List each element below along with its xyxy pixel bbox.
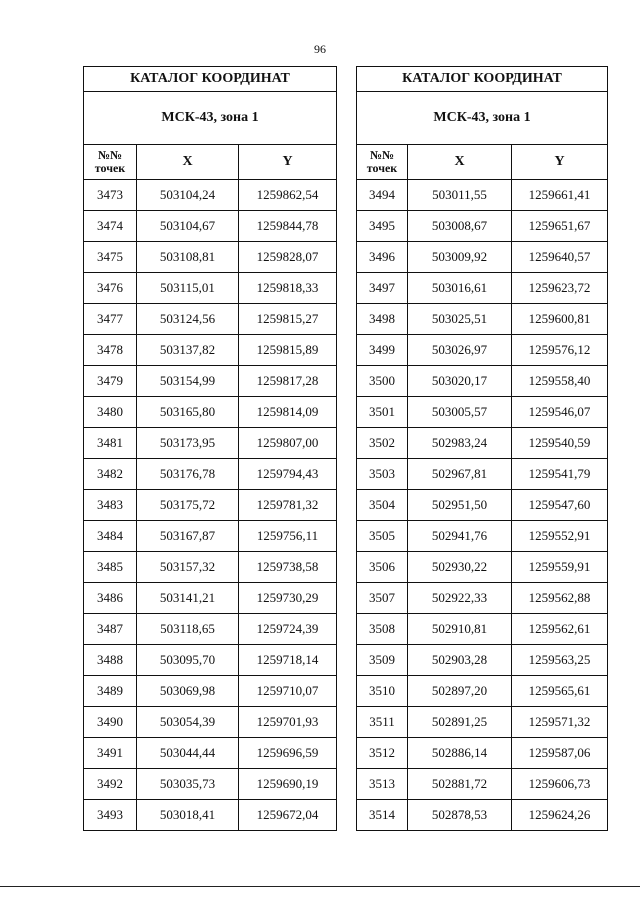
y-coordinate-cell: 1259718,14: [239, 645, 337, 676]
table-row: [357, 583, 608, 614]
x-coordinate-cell: 503118,65: [137, 614, 239, 645]
point-number-cell: 3499: [357, 335, 408, 366]
x-coordinate-cell: 503005,57: [408, 397, 512, 428]
y-coordinate-cell: 1259815,89: [239, 335, 337, 366]
catalog-title: КАТАЛОГ КООРДИНАТ: [357, 67, 608, 92]
y-coordinate-cell: 1259690,19: [239, 769, 337, 800]
table-row: [84, 273, 337, 304]
y-coordinate-cell: 1259828,07: [239, 242, 337, 273]
table-row: [357, 459, 608, 490]
x-coordinate-cell: 503009,92: [408, 242, 512, 273]
table-row: [357, 676, 608, 707]
table-row: [84, 614, 337, 645]
page-number: 96: [314, 42, 326, 56]
x-coordinate-cell: 503018,41: [137, 800, 239, 831]
x-coordinate-cell: 502891,25: [408, 707, 512, 738]
table-row: [84, 583, 337, 614]
x-coordinate-cell: 503115,01: [137, 273, 239, 304]
table-row: [84, 397, 337, 428]
x-coordinate-cell: 503124,56: [137, 304, 239, 335]
point-number-cell: 3478: [84, 335, 137, 366]
point-number-cell: 3487: [84, 614, 137, 645]
x-coordinate-cell: 503137,82: [137, 335, 239, 366]
table-body: [357, 180, 608, 831]
point-number-cell: 3512: [357, 738, 408, 769]
x-coordinate-cell: 503025,51: [408, 304, 512, 335]
y-coordinate-cell: 1259661,41: [512, 180, 608, 211]
table-row: [84, 676, 337, 707]
y-coordinate-cell: 1259606,73: [512, 769, 608, 800]
point-number-cell: 3501: [357, 397, 408, 428]
table-row: [84, 304, 337, 335]
point-number-cell: 3494: [357, 180, 408, 211]
point-number-cell: 3473: [84, 180, 137, 211]
x-coordinate-cell: 503154,99: [137, 366, 239, 397]
point-number-header-line2: точек: [366, 161, 398, 175]
table-body: [84, 180, 337, 831]
bottom-divider: [0, 886, 640, 887]
table-row: [84, 180, 337, 211]
table-row: [357, 304, 608, 335]
point-number-cell: 3500: [357, 366, 408, 397]
y-coordinate-cell: 1259547,60: [512, 490, 608, 521]
table-row: [357, 738, 608, 769]
x-coordinate-cell: 502941,76: [408, 521, 512, 552]
table-row: [357, 800, 608, 831]
point-number-cell: 3489: [84, 676, 137, 707]
point-number-cell: 3509: [357, 645, 408, 676]
x-coordinate-cell: 502951,50: [408, 490, 512, 521]
y-column-header: Y: [239, 145, 337, 180]
y-coordinate-cell: 1259640,57: [512, 242, 608, 273]
x-coordinate-cell: 502886,14: [408, 738, 512, 769]
point-number-cell: 3514: [357, 800, 408, 831]
coordinate-catalog-table-right: [356, 66, 608, 831]
point-number-cell: 3505: [357, 521, 408, 552]
y-coordinate-cell: 1259738,58: [239, 552, 337, 583]
point-number-cell: 3503: [357, 459, 408, 490]
table-row: [357, 769, 608, 800]
y-coordinate-cell: 1259562,88: [512, 583, 608, 614]
point-number-cell: 3474: [84, 211, 137, 242]
x-coordinate-cell: 503008,67: [408, 211, 512, 242]
x-coordinate-cell: 503054,39: [137, 707, 239, 738]
coordinate-catalog-table-left: [83, 66, 337, 831]
x-coordinate-cell: 502930,22: [408, 552, 512, 583]
table-row: [84, 521, 337, 552]
table-row: [357, 211, 608, 242]
x-coordinate-cell: 503104,24: [137, 180, 239, 211]
x-coordinate-cell: 502903,28: [408, 645, 512, 676]
y-coordinate-cell: 1259724,39: [239, 614, 337, 645]
table-row: [357, 180, 608, 211]
y-coordinate-cell: 1259815,27: [239, 304, 337, 335]
point-number-cell: 3497: [357, 273, 408, 304]
y-coordinate-cell: 1259562,61: [512, 614, 608, 645]
table-row: [357, 645, 608, 676]
point-number-cell: 3479: [84, 366, 137, 397]
point-number-cell: 3482: [84, 459, 137, 490]
point-number-cell: 3495: [357, 211, 408, 242]
y-coordinate-cell: 1259563,25: [512, 645, 608, 676]
x-coordinate-cell: 503044,44: [137, 738, 239, 769]
table-row: [357, 707, 608, 738]
y-coordinate-cell: 1259540,59: [512, 428, 608, 459]
table-row: [357, 335, 608, 366]
point-number-cell: 3475: [84, 242, 137, 273]
x-coordinate-cell: 503035,73: [137, 769, 239, 800]
y-coordinate-cell: 1259844,78: [239, 211, 337, 242]
table-row: [357, 614, 608, 645]
y-coordinate-cell: 1259730,29: [239, 583, 337, 614]
x-coordinate-cell: 503165,80: [137, 397, 239, 428]
x-coordinate-cell: 503095,70: [137, 645, 239, 676]
point-number-cell: 3486: [84, 583, 137, 614]
y-coordinate-cell: 1259571,32: [512, 707, 608, 738]
point-number-cell: 3504: [357, 490, 408, 521]
y-coordinate-cell: 1259710,07: [239, 676, 337, 707]
x-coordinate-cell: 502897,20: [408, 676, 512, 707]
x-coordinate-cell: 503069,98: [137, 676, 239, 707]
table-row: [84, 738, 337, 769]
point-number-cell: 3492: [84, 769, 137, 800]
table-row: [84, 490, 337, 521]
table-row: [357, 490, 608, 521]
x-coordinate-cell: 503176,78: [137, 459, 239, 490]
x-coordinate-cell: 502983,24: [408, 428, 512, 459]
table-row: [357, 366, 608, 397]
x-coordinate-cell: 503157,32: [137, 552, 239, 583]
point-number-cell: 3496: [357, 242, 408, 273]
y-coordinate-cell: 1259794,43: [239, 459, 337, 490]
table-row: [357, 242, 608, 273]
point-number-cell: 3484: [84, 521, 137, 552]
point-number-cell: 3513: [357, 769, 408, 800]
y-coordinate-cell: 1259558,40: [512, 366, 608, 397]
point-number-cell: 3485: [84, 552, 137, 583]
x-coordinate-cell: 502967,81: [408, 459, 512, 490]
y-coordinate-cell: 1259818,33: [239, 273, 337, 304]
y-coordinate-cell: 1259587,06: [512, 738, 608, 769]
x-coordinate-cell: 503108,81: [137, 242, 239, 273]
point-number-cell: 3477: [84, 304, 137, 335]
table-row: [84, 800, 337, 831]
x-coordinate-cell: 503016,61: [408, 273, 512, 304]
x-coordinate-cell: 503167,87: [137, 521, 239, 552]
x-coordinate-cell: 503173,95: [137, 428, 239, 459]
x-coordinate-cell: 503175,72: [137, 490, 239, 521]
point-number-cell: 3511: [357, 707, 408, 738]
y-coordinate-cell: 1259552,91: [512, 521, 608, 552]
point-number-header: [357, 145, 408, 180]
x-coordinate-cell: 503011,55: [408, 180, 512, 211]
y-coordinate-cell: 1259565,61: [512, 676, 608, 707]
x-coordinate-cell: 502910,81: [408, 614, 512, 645]
point-number-cell: 3502: [357, 428, 408, 459]
y-coordinate-cell: 1259781,32: [239, 490, 337, 521]
table-row: [84, 428, 337, 459]
table-row: [84, 552, 337, 583]
point-number-header-line1: №№: [369, 148, 395, 162]
y-coordinate-cell: 1259651,67: [512, 211, 608, 242]
x-coordinate-cell: 503141,21: [137, 583, 239, 614]
point-number-cell: 3491: [84, 738, 137, 769]
point-number-cell: 3488: [84, 645, 137, 676]
point-number-cell: 3507: [357, 583, 408, 614]
x-coordinate-cell: 502881,72: [408, 769, 512, 800]
point-number-cell: 3506: [357, 552, 408, 583]
y-coordinate-cell: 1259814,09: [239, 397, 337, 428]
y-coordinate-cell: 1259701,93: [239, 707, 337, 738]
table-row: [357, 521, 608, 552]
table-row: [84, 459, 337, 490]
x-column-header: X: [137, 145, 239, 180]
point-number-cell: 3481: [84, 428, 137, 459]
y-coordinate-cell: 1259862,54: [239, 180, 337, 211]
y-column-header: Y: [512, 145, 608, 180]
point-number-cell: 3476: [84, 273, 137, 304]
y-coordinate-cell: 1259546,07: [512, 397, 608, 428]
coordinate-system-zone: МСК-43, зона 1: [357, 92, 608, 145]
table-row: [357, 552, 608, 583]
table-row: [84, 769, 337, 800]
y-coordinate-cell: 1259576,12: [512, 335, 608, 366]
point-number-cell: 3508: [357, 614, 408, 645]
point-number-cell: 3480: [84, 397, 137, 428]
y-coordinate-cell: 1259624,26: [512, 800, 608, 831]
x-coordinate-cell: 502878,53: [408, 800, 512, 831]
table-row: [357, 397, 608, 428]
table-row: [84, 242, 337, 273]
table-row: [84, 645, 337, 676]
point-number-header: [84, 145, 137, 180]
x-coordinate-cell: 503026,97: [408, 335, 512, 366]
point-number-header-line1: №№: [97, 148, 123, 162]
point-number-cell: 3483: [84, 490, 137, 521]
x-column-header: X: [408, 145, 512, 180]
x-coordinate-cell: 503104,67: [137, 211, 239, 242]
table-row: [357, 428, 608, 459]
y-coordinate-cell: 1259696,59: [239, 738, 337, 769]
table-row: [84, 707, 337, 738]
y-coordinate-cell: 1259559,91: [512, 552, 608, 583]
y-coordinate-cell: 1259672,04: [239, 800, 337, 831]
point-number-cell: 3490: [84, 707, 137, 738]
point-number-cell: 3510: [357, 676, 408, 707]
point-number-cell: 3498: [357, 304, 408, 335]
y-coordinate-cell: 1259756,11: [239, 521, 337, 552]
table-row: [84, 211, 337, 242]
point-number-header-line2: точек: [94, 161, 126, 175]
coordinate-system-zone: МСК-43, зона 1: [84, 92, 337, 145]
table-row: [357, 273, 608, 304]
table-row: [84, 366, 337, 397]
x-coordinate-cell: 502922,33: [408, 583, 512, 614]
catalog-title: КАТАЛОГ КООРДИНАТ: [84, 67, 337, 92]
y-coordinate-cell: 1259817,28: [239, 366, 337, 397]
y-coordinate-cell: 1259541,79: [512, 459, 608, 490]
table-row: [84, 335, 337, 366]
y-coordinate-cell: 1259623,72: [512, 273, 608, 304]
x-coordinate-cell: 503020,17: [408, 366, 512, 397]
y-coordinate-cell: 1259807,00: [239, 428, 337, 459]
point-number-cell: 3493: [84, 800, 137, 831]
y-coordinate-cell: 1259600,81: [512, 304, 608, 335]
